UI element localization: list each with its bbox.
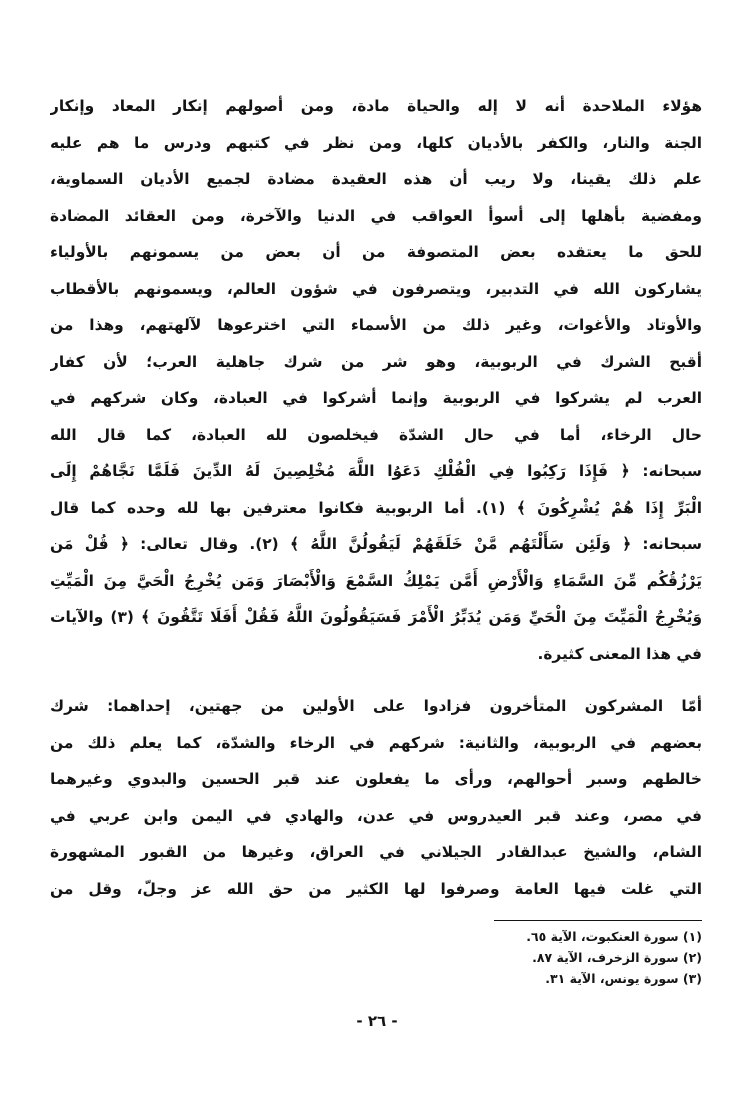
- text-line: حال الرخاء، أما في حال الشدّة فيخلصون لله العبادة، كما قال الله: [50, 425, 702, 444]
- text-line: سبحانه: ﴿ فَإِذَا رَكِبُوا فِي الْفُلْكِ دَعَوُا اللَّهَ مُخْلِصِينَ لَهُ الدِّينَ فَلَمَّا نَجَّاهُمْ إِلَى: [50, 462, 702, 480]
- footnotes: [402, 926, 702, 989]
- text-line: أمّا المشركون المتأخرون فزادوا على الأولين من جهتين، إحداهما: شرك: [50, 697, 702, 715]
- text-line: هؤلاء الملاحدة أنه لا إله والحياة مادة، ومن أصولهم إنكار المعاد وإنكار: [50, 97, 702, 115]
- text-line: يَرْزُقُكُم مِّنَ السَّمَاءِ وَالْأَرْضِ أَمَّن يَمْلِكُ السَّمْعَ وَالْأَبْصَارَ وَمَن يُخْرِجُ الْحَيَّ مِنَ الْمَيِّتِ: [50, 571, 702, 590]
- text-line: الجنة والنار، والكفر بالأديان كلها، ومن نظر في كتبهم ودرس ما هم عليه: [50, 133, 702, 152]
- text-line: في هذا المعنى كثيرة.: [537, 644, 702, 663]
- text-line: ومفضية بأهلها إلى أسوأ العواقب في الدنيا والآخرة، ومن العقائد المضادة: [50, 206, 702, 225]
- text-line: سبحانه: ﴿ وَلَئِن سَأَلْتَهُم مَّنْ خَلَقَهُمْ لَيَقُولُنَّ اللَّهُ ﴾ (٢). وقال تعالى: ﴿ قُلْ مَن: [50, 535, 702, 553]
- text-line: الْبَرِّ إِذَا هُمْ يُشْرِكُونَ ﴾ (١). أما الربوبية فكانوا معترفين بها لله وحده كما قال: [50, 498, 702, 517]
- paragraph-2: [50, 688, 702, 907]
- text-line: وَيُخْرِجُ الْمَيِّتَ مِنَ الْحَيِّ وَمَن يُدَبِّرُ الْأَمْرَ فَسَيَقُولُونَ اللَّهُ فَقُلْ أَفَلَا تَتَّقُونَ ﴾ (٣) والآيات: [50, 608, 702, 626]
- text-line: يشاركون الله في التدبير، ويتصرفون في شؤون العالم، ويسمونهم بالأقطاب: [50, 279, 702, 298]
- text-line: بعضهم في الربوبية، والثانية: شركهم في الرخاء والشدّة، كما يعلم ذلك من: [50, 733, 702, 752]
- text-line: والأوتاد والأغوات، وغير ذلك من الأسماء التي اخترعوها لآلهتهم، وهذا من: [50, 316, 702, 334]
- text-line: للحق ما يعتقده بعض المتصوفة من أن بعض من يسمونهم بالأولياء: [50, 243, 702, 261]
- text-line: الشام، والشيخ عبدالقادر الجيلاني في العراق، وغيرها من القبور المشهورة: [50, 843, 702, 861]
- footnote-2: (٢) سورة الزخرف، الآية ٨٧.: [532, 950, 702, 965]
- footnote-3: (٣) سورة يونس، الآية ٣١.: [545, 971, 702, 986]
- paragraph-1: [50, 88, 702, 672]
- page-number: - ٢٦ -: [356, 1012, 398, 1030]
- footnote-divider: [494, 920, 702, 921]
- text-line: في مصر، وعند قبر العيدروس في عدن، والهادي في اليمن وابن عربي في: [50, 806, 702, 825]
- footnote-1: (١) سورة العنكبوت، الآية ٦٥.: [526, 929, 702, 944]
- text-line: العرب لم يشركوا في الربوبية وإنما أشركوا في العبادة، وكان شركهم في: [50, 389, 702, 407]
- text-line: خالطهم وسبر أحوالهم، ورأى ما يفعلون عند قبر الحسين والبدوي وغيرهما: [50, 770, 702, 788]
- text-line: التي غلت فيها العامة وصرفوا لها الكثير من حق الله عز وجلّ، وقل من: [50, 879, 702, 898]
- text-line: أقبح الشرك في الربوبية، وهو شر من شرك جاهلية العرب؛ لأن كفار: [50, 352, 702, 371]
- text-line: علم ذلك يقينا، ولا ريب أن هذه العقيدة مضادة لجميع الأديان السماوية،: [50, 170, 702, 188]
